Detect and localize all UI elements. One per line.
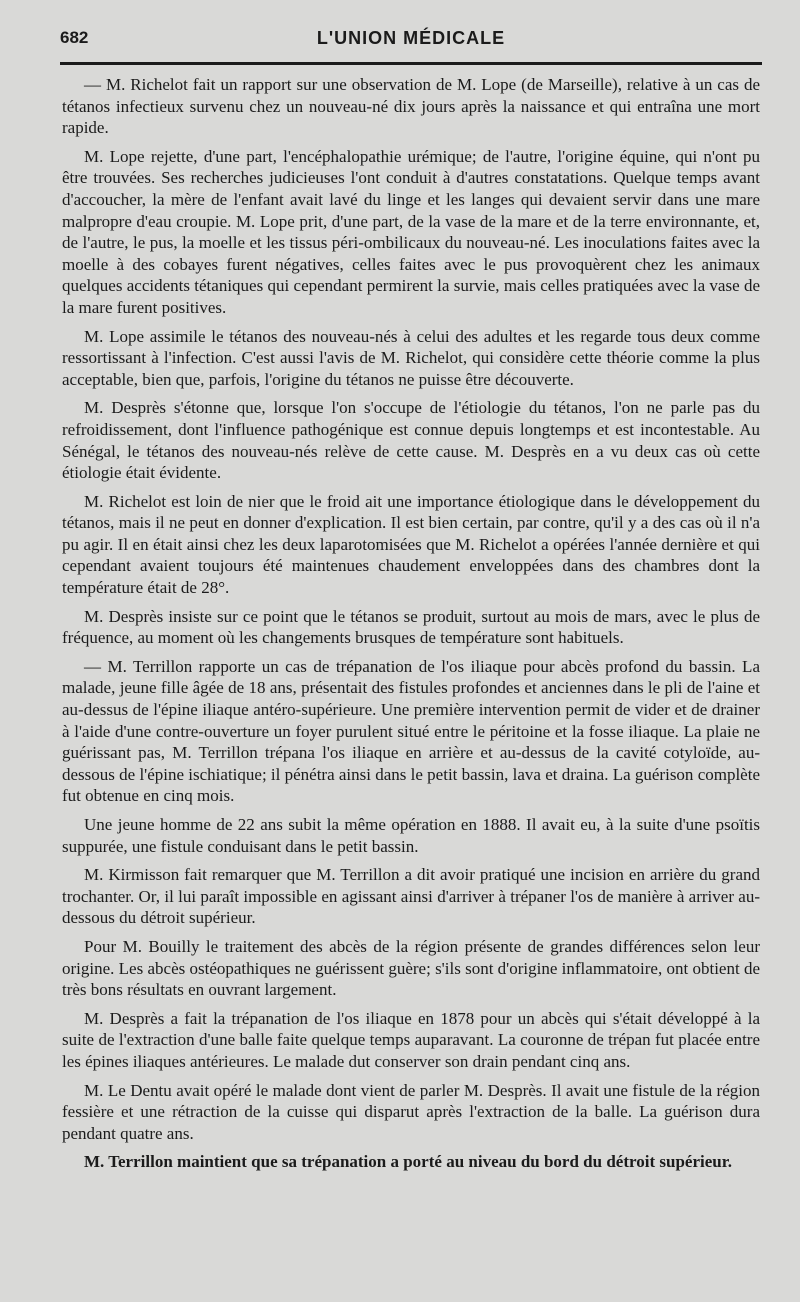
paragraph-lope-assimilates: M. Lope assimile le tétanos des nouveau-nés à celui des adultes et les regarde tous deux comme ressortissant à l'infection. C'est aussi l'avis de M. Richelot, qui considère cette théorie comme la plus acceptable, bien que, parfois, l'origine du tétanos ne puisse être découverte. xyxy=(62,326,760,389)
page-header xyxy=(60,28,762,58)
paragraph-young-man: Une jeune homme de 22 ans subit la même opération en 1888. Il avait eu, à la suite d'une psoïtis suppurée, une fistule conduisant dans le petit bassin. xyxy=(62,815,760,856)
article-body xyxy=(62,74,760,1180)
paragraph-richelot-cold: M. Richelot est loin de nier que le froid ait une importance étiologique dans le développement du tétanos, mais il ne peut en donner d'explication. Il est bien certain, par contre, qu'il y a des cas où il n'a pu agir. Il en était ainsi chez les deux laparotomisées que M. Richelot a opérées l'année dernière et qui cependant avaient toujours été maintenues chaudement enveloppées dans des chambres dont la température était de 28°. xyxy=(62,491,760,598)
paragraph-le-dentu: M. Le Dentu avait opéré le malade dont vient de parler M. Desprès. Il avait une fistule de la région fessière et une rétraction de la cuisse qui disparut après l'extraction de la balle. La guérison dura pendant quatre ans. xyxy=(62,1080,760,1143)
paragraph-richelot-report: — M. Richelot fait un rapport sur une observation de M. Lope (de Marseille), relative à un cas de tétanos infectieux survenu chez un nouveau-né dix jours après la naissance et qui entraîna une mort rapide. xyxy=(62,75,760,138)
paragraph-lope-rejects: M. Lope rejette, d'une part, l'encéphalopathie urémique; de l'autre, l'origine équine, qui n'ont pu être trouvées. Ses recherches judicieuses l'ont conduit à d'autres constatations. Quelque temps avant d'accoucher, la mère de l'enfant avait lavé du linge et les langes qui devaient servir dans une mare malpropre d'eau croupie. M. Lope prit, d'une part, de la vase de la mare et de la terre environnante, et, de l'autre, le pus, la moelle et les tissus péri-ombilicaux du nouveau-né. Les inoculations faites avec la moelle à des cobayes furent négatives, celles faites avec le pus provoquèrent chez les animaux quelques accidents tétaniques qui cependant permirent la survie, mais celles pratiquées avec la vase de la mare furent positives. xyxy=(62,146,760,317)
page-number: 682 xyxy=(60,28,89,47)
header-rule xyxy=(60,62,762,65)
paragraph-terrillon-maintains: M. Terrillon maintient que sa trépanation a porté au niveau du bord du détroit supérieur. xyxy=(84,1152,732,1172)
paragraph-terrillon-trepanation: — M. Terrillon rapporte un cas de trépanation de l'os iliaque pour abcès profond du bassin. La malade, jeune fille âgée de 18 ans, présentait des fistules profondes et anciennes dans le pli de l'aine et au-dessus de l'épine iliaque antéro-supérieure. Une première intervention permit de vider et de drainer à l'aide d'une contre-ouverture un foyer purulent situé entre le péritoine et la fosse iliaque. La plaie ne guérissant pas, M. Terrillon trépana l'os iliaque en arrière et au-dessus de la cavité cotyloïde, au-dessous de l'épine ischiatique; il pénétra ainsi dans le petit bassin, lava et draina. La guérison complète fut obtenue en cinq mois. xyxy=(62,656,760,806)
paragraph-despres-astonished: M. Desprès s'étonne que, lorsque l'on s'occupe de l'étiologie du tétanos, l'on ne parle pas du refroidissement, dont l'influence pathogénique est connue depuis longtemps et est incontestable. Au Sénégal, le tétanos des nouveau-nés relève de cette cause. M. Desprès en a vu deux cas où cette étiologie était évidente. xyxy=(62,398,760,483)
journal-title: L'UNION MÉDICALE xyxy=(316,28,506,48)
paragraph-despres-1878: M. Desprès a fait la trépanation de l'os iliaque en 1878 pour un abcès qui s'était développé à la suite de l'extraction d'une balle faite quelque temps auparavant. La couronne de trépan fut placée entre les épines iliaques antérieures. Le malade dut conserver son drain pendant cinq ans. xyxy=(62,1008,760,1071)
paragraph-bouilly: Pour M. Bouilly le traitement des abcès de la région présente de grandes différences selon leur origine. Les abcès ostéopathiques ne guérissent guère; s'ils sont d'origine inflammatoire, ont obtient de très bons résultats en ouvrant largement. xyxy=(62,936,760,1000)
paragraph-despres-insists: M. Desprès insiste sur ce point que le tétanos se produit, surtout au mois de mars, avec le plus de fréquence, au moment où les changements brusques de température sont habituels. xyxy=(62,606,760,648)
paragraph-kirmisson: M. Kirmisson fait remarquer que M. Terrillon a dit avoir pratiqué une incision en arrière du grand trochanter. Or, il lui paraît impossible en agissant ainsi d'arriver à trépaner l'os de manière à arriver au-dessous du détroit supérieur. xyxy=(62,865,760,928)
